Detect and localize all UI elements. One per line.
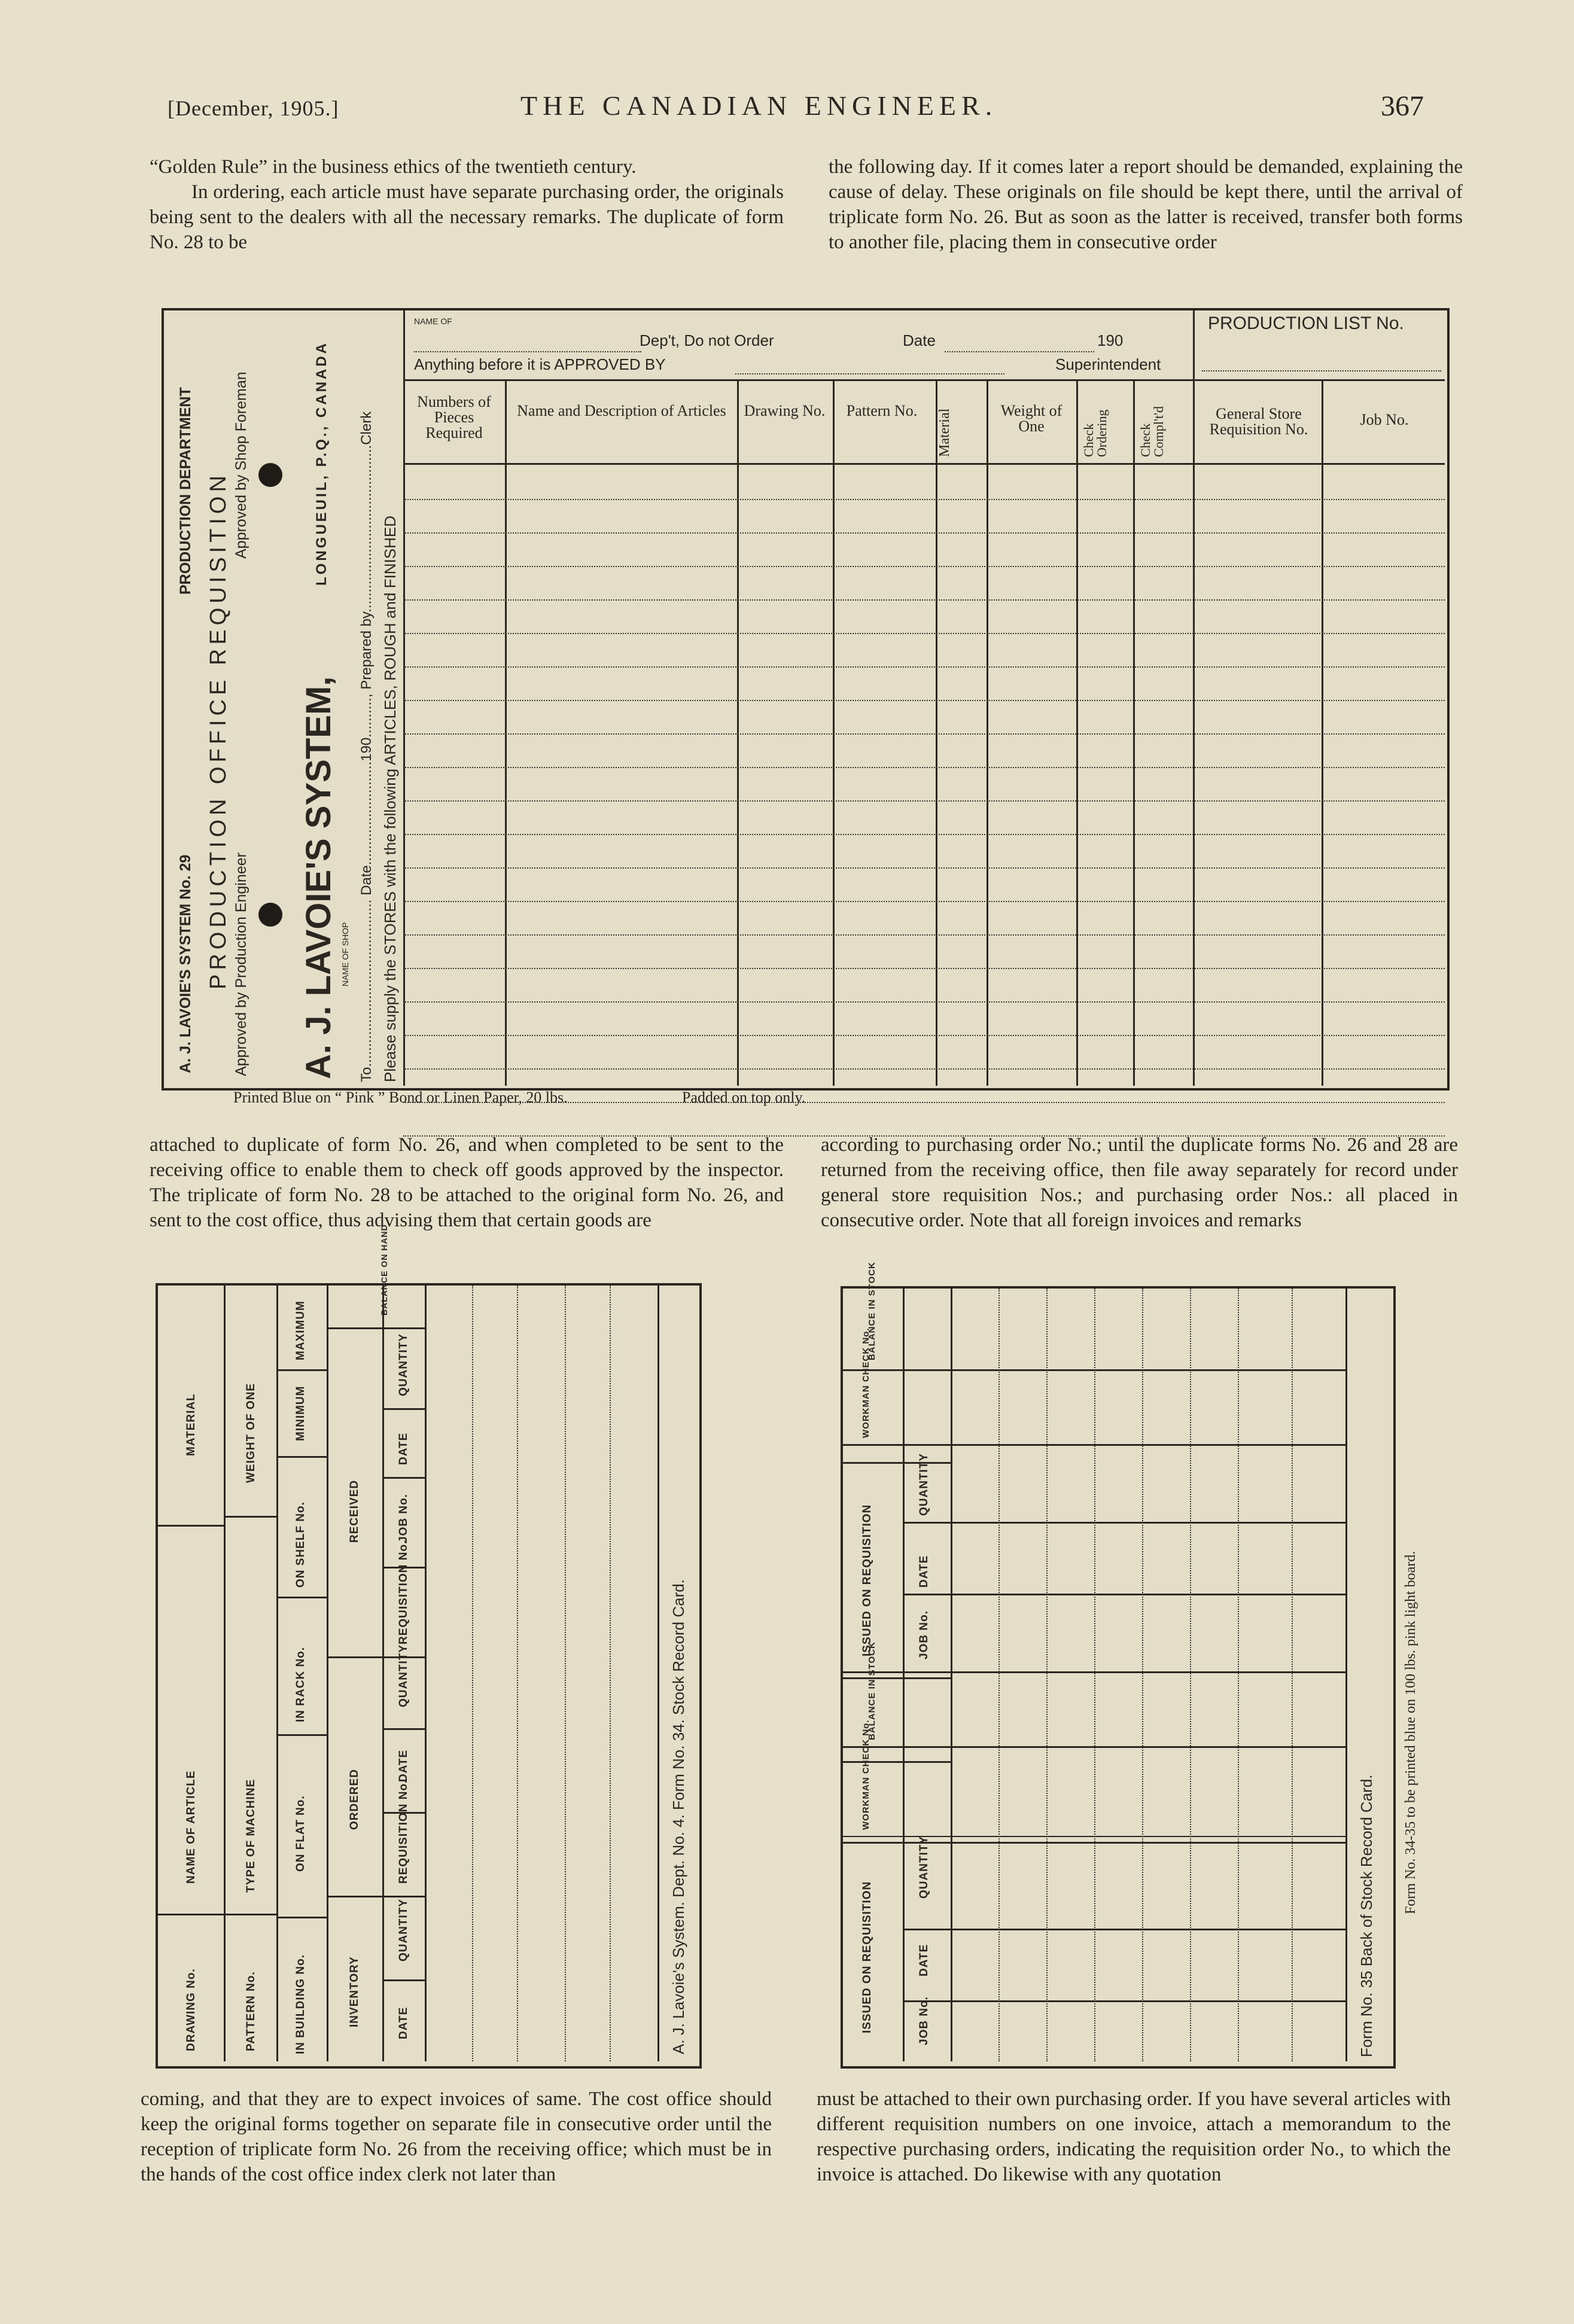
ruled-row [403,867,1445,869]
label-balance: BALANCE ON HAND [379,1224,389,1315]
approved-line: Anything before it is APPROVED BY [414,355,666,373]
approved-foreman: Approved by Shop Foreman [233,371,249,559]
ruled-row [403,800,1445,802]
col-numbers: Numbers of Pieces Required [417,393,491,441]
label-ord-qty: QUANTITY [397,1644,410,1707]
cell-line [903,1522,1345,1524]
label-minimum: MINIMUM [294,1385,307,1441]
ruled-row [403,599,1445,601]
production-list-label: PRODUCTION LIST No. [1208,313,1404,333]
cell-line [276,1734,327,1736]
name-of-label: NAME OF [414,316,452,326]
col-job: Job No. [1360,411,1409,428]
label-rec-job: JOB No. [397,1494,410,1543]
blank-line [1202,370,1441,371]
row-line [425,1286,427,2061]
column-line [1292,1289,1293,2061]
column-line [1190,1289,1191,2061]
text-mid-left [150,1132,784,1233]
label-date-1: DATE [918,1944,930,1976]
divider [403,310,405,1086]
row-line [382,1286,384,2061]
column-line [517,1286,518,2061]
label-weight-of-one: WEIGHT OF ONE [245,1382,257,1483]
paragraph: “Golden Rule” in the business ethics of the twentieth century. [150,156,637,178]
col-weight: Weight of One [1000,402,1062,435]
row-line [276,1286,278,2061]
divider [403,463,1445,465]
approved-engineer: Approved by Production Engineer [233,852,249,1076]
column-line [936,379,937,1086]
cell-line [276,1917,327,1918]
label-ord-date: DATE [397,1749,410,1782]
to-line: To.......................................... Date..........................190.........., Prepared by..........................................Clerk [358,411,375,1082]
dept-line: Dep't, Do not Order [640,331,774,349]
cell-line [843,1462,951,1464]
ruled-row [403,767,1445,768]
divider [403,379,1445,381]
blank-line [735,373,1004,374]
ruled-row [403,666,1445,668]
paragraph: attached to duplicate of form No. 26, and when completed to be sent to the receiving office to enable them to check off goods approved by the inspector. The triplicate of form No. 28 to be attached to the original form No. 26, and sent to the cost office, thus advising them that certain goods are [150,1134,784,1231]
journal-title: THE CANADIAN ENGINEER. [520,90,998,121]
text-bottom-left [141,2087,772,2187]
col-check-completed: Check Compl't'd [1138,406,1166,457]
label-ord-req: REQUISITION No. [397,1779,410,1884]
label-pattern: PATTERN No. [245,1971,257,2051]
paragraph: the following day. If it comes later a report should be demanded, explaining the cause of delay. These originals on file should be kept there, until the arrival of triplicate form No. 26. But as soon as the latter is received, transfer both forms to another file, placing them in consecutive order [829,156,1463,253]
row-line [657,1286,659,2061]
cell-line [843,1677,951,1679]
label-rec-req: REQUISITION No. [397,1540,410,1644]
company-place: LONGUEUIL, P.Q., CANADA [313,341,330,586]
form35-note: Form No. 34-35 to be printed blue on 100 lbs. pink light board. [1403,1551,1418,1914]
col-pattern: Pattern No. [846,402,918,419]
column-line [505,379,507,1086]
cell-line [158,1525,224,1527]
header-date: [December, 1905.] [168,96,339,120]
label-job-2: JOB No. [918,1610,930,1659]
column-line [987,379,988,1086]
cell-line [276,1456,327,1458]
cell-line [382,1477,425,1479]
label-maximum: MAXIMUM [294,1300,307,1360]
form35-footer: Form No. 35 Back of Stock Record Card. [1357,1774,1375,2057]
column-line [1046,1289,1048,2061]
ruled-row [403,834,1445,835]
label-job-1: JOB No. [918,1996,930,2045]
paragraph: coming, and that they are to expect invoices of same. The cost office should keep the original forms together on separate file in consecutive order until the reception of triplicate form No. 26 from the receiving office; which must be in the hands of the cost office index clerk not later than [141,2088,772,2185]
name-of-shop: NAME OF SHOP [340,922,350,986]
text-mid-right [821,1132,1458,1233]
row-line [1345,1289,1347,2061]
label-on-shelf: ON SHELF No. [294,1501,307,1588]
label-inv-qty: QUANTITY [397,1898,410,1961]
label-qty-2: QUANTITY [918,1452,930,1516]
form-caption-right: Padded on top only. [682,1089,806,1106]
label-workman-2: WORKMAN CHECK No. [861,1327,871,1438]
date-label: Date [903,331,936,349]
ruled-row [403,1035,1445,1036]
text-top-right [829,154,1463,255]
cell-line [382,1728,425,1730]
label-inventory: INVENTORY [348,1956,361,2027]
label-issued: ISSUED ON REQUISITION [861,1881,873,2033]
cell-line [276,1369,327,1371]
paragraph: In ordering, each article must have separate purchasing order, the originals being sent to the dealers with all the necessary remarks. The duplicate of form No. 28 to be [150,181,784,253]
year-label: 190 [1097,331,1124,349]
ruled-row [403,499,1445,500]
form-title: PRODUCTION OFFICE REQUISITION [206,471,231,989]
punch-hole [258,903,282,927]
col-drawing: Drawing No. [744,402,826,419]
column-line [1076,379,1078,1086]
ruled-row [403,633,1445,634]
column-line [565,1286,566,2061]
back-of-stock-record-form [841,1262,1396,2069]
ruled-row [403,901,1445,902]
page-number: 367 [1381,90,1424,122]
label-balance-1: BALANCE IN STOCK [867,1641,877,1740]
row-line [903,1289,905,2061]
col-material: Material [937,408,952,457]
cell-line [903,1929,1345,1930]
divider [1193,310,1195,1086]
form34-footer: A. J. Lavoie's System. Dept. No. 4. Form No. 34. Stock Record Card. [669,1579,687,2054]
column-line [1142,1289,1143,2061]
label-in-building: IN BUILDING No. [294,1954,307,2054]
label-name-of-article: NAME OF ARTICLE [185,1770,197,1884]
form-system-number: A. J. LAVOIE'S SYSTEM No. 29 [177,854,194,1073]
cell-line [903,2000,1345,2002]
supply-line: Please supply the STORES with the following ARTICLES, ROUGH and FINISHED [381,516,399,1082]
page-header [150,90,1436,126]
label-workman-1: WORKMAN CHECK No. [861,1719,871,1830]
production-office-requisition-form [162,308,1450,1091]
row-line [224,1286,226,2061]
label-type-of-machine: TYPE OF MACHINE [245,1778,257,1893]
company-name: A. J. LAVOIE'S SYSTEM, [299,676,338,1079]
column-line [737,379,739,1086]
label-in-rack: IN RACK No. [294,1646,307,1722]
col-check-ordering: Check Ordering [1081,409,1109,457]
cell-line [327,1327,425,1329]
punch-hole [258,463,282,487]
row-line [327,1286,328,2061]
label-rec-date: DATE [397,1432,410,1465]
label-date-2: DATE [918,1555,930,1588]
label-on-flat: ON FLAT No. [294,1795,307,1872]
label-qty-1: QUANTITY [918,1835,930,1899]
label-received: RECEIVED [348,1479,361,1543]
column-line [472,1286,473,2061]
column-line [1322,379,1323,1086]
cell-line [224,1516,276,1518]
column-line [1094,1289,1095,2061]
paragraph: according to purchasing order No.; until the duplicate forms No. 26 and 28 are returned from the receiving office, then file away separately for record under general store requisition Nos.; and purchasing order Nos.: all placed in consecutive order. Note that all foreign invoices and remarks [821,1134,1458,1231]
ruled-row [403,968,1445,969]
ruled-row [403,700,1445,701]
form-caption-left: Printed Blue on “ Pink ” Bond or Linen Paper, 20 lbs. [233,1089,568,1106]
blank-line [945,351,1094,352]
column-line [610,1286,611,2061]
cell-line [158,1914,276,1915]
paragraph: must be attached to their own purchasing order. If you have several articles with different requisition numbers on one invoice, attach a memorandum to the respective purchasing orders, indicating the requisition order No., to which the invoice is attached. Do likewise with any quotation [817,2088,1451,2185]
ruled-row [403,934,1445,936]
label-drawing: DRAWING No. [185,1968,197,2051]
text-top-left [150,154,784,255]
ruled-row [403,532,1445,534]
row-line [951,1289,952,2061]
text-bottom-right [817,2087,1451,2187]
cell-line [382,1408,425,1410]
column-line [833,379,835,1086]
col-name: Name and Description of Articles [517,402,726,419]
cell-line [276,1597,327,1598]
label-ordered: ORDERED [348,1768,361,1830]
blank-line [414,351,641,352]
cell-line [382,1979,425,1981]
label-balance-2: BALANCE IN STOCK [867,1262,877,1360]
superintendent-label: Superintendent [1055,355,1161,373]
label-rec-qty: QUANTITY [397,1333,410,1396]
ruled-row [403,1068,1445,1070]
ruled-row [403,1001,1445,1003]
ruled-row [403,566,1445,567]
form-department: PRODUCTION DEPARTMENT [177,387,194,595]
column-line [1238,1289,1239,2061]
label-inv-date: DATE [397,2006,410,2039]
label-material: MATERIAL [185,1393,197,1456]
column-line [998,1289,1000,2061]
stock-record-card-form [156,1224,702,2069]
col-general-store: General Store Requisition No. [1209,405,1308,438]
cell-line [903,1594,1345,1595]
cell-line [843,1761,951,1763]
cell-line [327,1896,425,1897]
ruled-row [403,733,1445,735]
column-line [1133,379,1135,1086]
label-issued-2: ISSUED ON REQUISITION [861,1504,873,1656]
